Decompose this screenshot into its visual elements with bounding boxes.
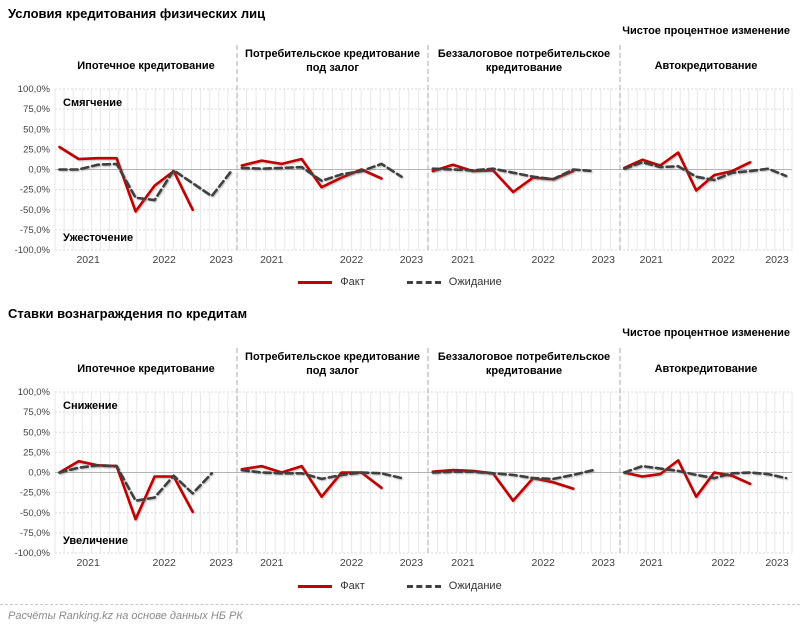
expect-legend-label: Ожидание bbox=[448, 580, 502, 592]
y-axis-label: -100,0% bbox=[14, 245, 50, 256]
fact-legend-label: Факт bbox=[340, 580, 365, 592]
x-axis-label: 2022 bbox=[152, 557, 176, 569]
x-axis-label: 2022 bbox=[152, 254, 176, 266]
panel-title: под залог bbox=[306, 365, 359, 377]
legend-item-expect bbox=[407, 276, 502, 288]
fact-line-swatch bbox=[298, 585, 332, 588]
expect-line-swatch bbox=[407, 585, 441, 588]
expect-line-panel-3 bbox=[624, 162, 786, 180]
legend-item-fact bbox=[298, 276, 364, 288]
source-note: Расчёты Ranking.kz на основе данных НБ РК bbox=[8, 610, 243, 622]
legend-item-fact bbox=[298, 580, 364, 592]
y-axis-label: -75,0% bbox=[19, 224, 50, 236]
footer-divider bbox=[0, 604, 800, 622]
y-axis-label: -50,0% bbox=[19, 507, 50, 519]
x-axis-label: 2022 bbox=[711, 557, 735, 569]
panel-title: под залог bbox=[306, 62, 359, 74]
section-title-conditions: Условия кредитования физических лиц bbox=[8, 6, 266, 21]
y-axis-label: 75,0% bbox=[23, 407, 50, 419]
y-axis-label: -100,0% bbox=[14, 548, 50, 559]
y-axis-label: 75,0% bbox=[23, 104, 50, 116]
conditions-chart bbox=[0, 45, 800, 270]
y-axis-label: -25,0% bbox=[19, 487, 50, 499]
x-axis-label: 2023 bbox=[591, 557, 615, 569]
x-axis-label: 2022 bbox=[339, 557, 364, 569]
x-axis-label: 2021 bbox=[451, 557, 475, 569]
x-axis-label: 2021 bbox=[260, 254, 284, 266]
y-axis-label: 0,0% bbox=[28, 467, 50, 479]
fact-line-panel-3 bbox=[624, 460, 750, 496]
x-axis-label: 2023 bbox=[399, 254, 424, 266]
x-axis-label: 2023 bbox=[591, 254, 615, 266]
y-axis-label: 25,0% bbox=[23, 447, 50, 459]
x-axis-label: 2021 bbox=[260, 557, 284, 569]
x-axis-label: 2023 bbox=[209, 254, 233, 266]
x-axis-label: 2021 bbox=[451, 254, 475, 266]
panel-title: Ипотечное кредитование bbox=[77, 363, 215, 375]
y-axis-label: -75,0% bbox=[19, 527, 50, 539]
upper-annotation: Смягчение bbox=[63, 97, 123, 109]
upper-annotation: Снижение bbox=[63, 400, 118, 412]
x-axis-label: 2022 bbox=[339, 254, 364, 266]
x-axis-label: 2023 bbox=[399, 557, 424, 569]
panel-title: Автокредитование bbox=[654, 363, 758, 375]
x-axis-label: 2021 bbox=[76, 254, 100, 266]
lower-annotation: Увеличение bbox=[63, 535, 128, 547]
y-axis-label: 50,0% bbox=[23, 427, 50, 439]
lower-annotation: Ужесточение bbox=[63, 232, 134, 244]
y-axis-label: 25,0% bbox=[23, 144, 50, 156]
expect-line-swatch bbox=[407, 281, 441, 284]
legend-conditions bbox=[0, 276, 800, 288]
panel-title: Автокредитование bbox=[654, 60, 758, 72]
fact-line-panel-1 bbox=[242, 466, 382, 497]
x-axis-label: 2022 bbox=[531, 557, 555, 569]
y-axis-label: 100,0% bbox=[17, 387, 50, 398]
panel-title: Потребительское кредитование bbox=[245, 351, 420, 363]
fact-line-swatch bbox=[298, 281, 332, 284]
x-axis-label: 2021 bbox=[639, 557, 663, 569]
legend-item-expect bbox=[407, 580, 502, 592]
section-subtitle-rates: Чистое процентное изменение bbox=[622, 327, 790, 339]
y-axis-label: -25,0% bbox=[19, 184, 50, 196]
fact-legend-label: Факт bbox=[340, 276, 365, 288]
x-axis-label: 2023 bbox=[209, 557, 233, 569]
x-axis-label: 2022 bbox=[711, 254, 735, 266]
x-axis-label: 2021 bbox=[639, 254, 663, 266]
x-axis-label: 2023 bbox=[765, 254, 789, 266]
fact-line-panel-0 bbox=[60, 147, 193, 211]
expect-legend-label: Ожидание bbox=[448, 276, 502, 288]
panel-title: Ипотечное кредитование bbox=[77, 60, 215, 72]
fact-line-panel-0 bbox=[60, 461, 193, 519]
y-axis-label: 0,0% bbox=[28, 164, 50, 176]
x-axis-label: 2021 bbox=[76, 557, 100, 569]
y-axis-label: 100,0% bbox=[17, 84, 50, 95]
section-subtitle-conditions: Чистое процентное изменение bbox=[622, 25, 790, 37]
section-title-rates: Ставки вознаграждения по кредитам bbox=[8, 306, 248, 321]
panel-title: Беззалоговое потребительское bbox=[437, 48, 611, 60]
panel-title: кредитование bbox=[485, 62, 563, 74]
panel-title: Беззалоговое потребительское bbox=[437, 351, 611, 363]
legend-rates bbox=[0, 580, 800, 592]
y-axis-label: 50,0% bbox=[23, 124, 50, 136]
rates-chart bbox=[0, 348, 800, 573]
x-axis-label: 2022 bbox=[531, 254, 555, 266]
panel-title: Потребительское кредитование bbox=[245, 48, 420, 60]
panel-title: кредитование bbox=[485, 365, 563, 377]
x-axis-label: 2023 bbox=[765, 557, 789, 569]
y-axis-label: -50,0% bbox=[19, 204, 50, 216]
